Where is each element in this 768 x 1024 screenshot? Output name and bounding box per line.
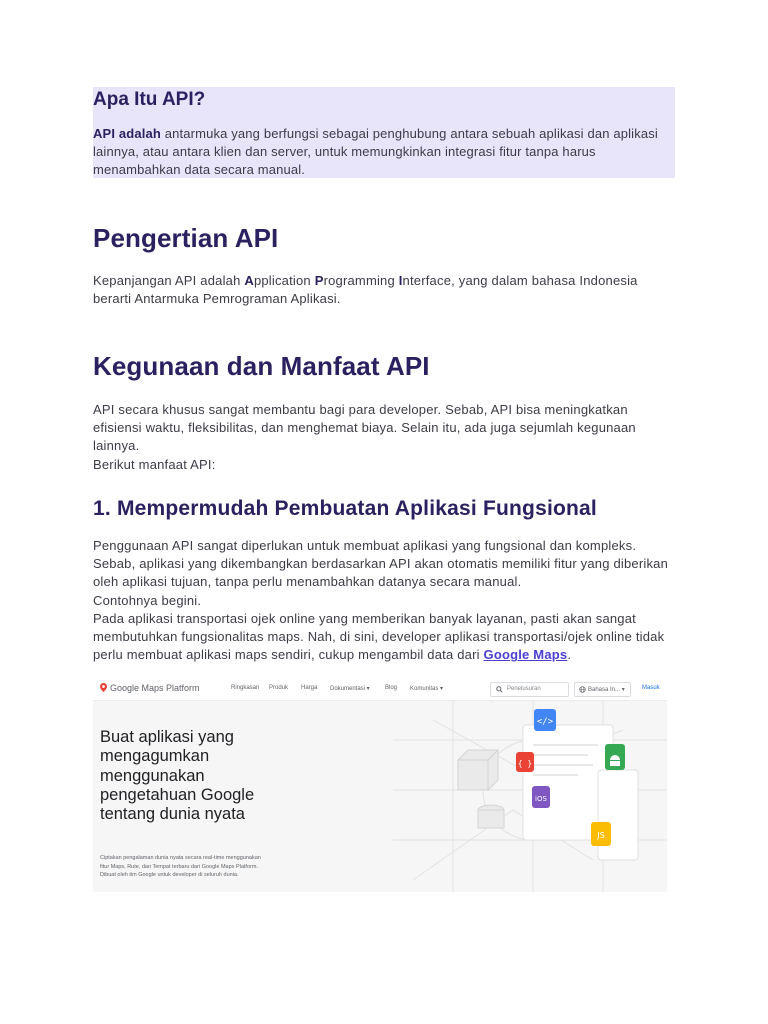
subsection-heading: 1. Mempermudah Pembuatan Aplikasi Fungsional <box>93 497 597 520</box>
screenshot-topbar <box>93 678 667 701</box>
hero-description: Ciptakan pengalaman dunia nyata secara real-time menggunakan fitur Maps, Rute, dan Tempat terbaru dari Google Maps Platform. Dibuat oleh tim Google untuk developer di seluruh dunia. <box>100 855 261 878</box>
js-tile-label: JS <box>597 831 605 840</box>
search-placeholder: Penelusuran <box>507 686 541 692</box>
callout-lead: API adalah <box>93 126 161 141</box>
nav-item[interactable]: Harga <box>301 685 318 691</box>
text-run: Kepanjangan API adalah <box>93 273 245 288</box>
language-select[interactable] <box>574 682 631 697</box>
google-maps-link[interactable]: Google Maps <box>483 647 568 663</box>
subsection-paragraph-1: Penggunaan API sangat diperlukan untuk membuat aplikasi yang fungsional dan kompleks. Sebab, aplikasi yang dikembangkan berdasarkan API akan otomatis memiliki fitur yang diberikan oleh aplikasi tujuan, tanpa perlu menambahkan datanya secara manual. <box>93 538 669 590</box>
brand-name: Google Maps Platform <box>110 683 200 693</box>
text-run: Pada aplikasi transportasi ojek online yang memberikan banyak layanan, pasti akan sangat membutuhkan fungsionalitas maps. Nah, di sini, developer aplikasi transportasi/ojek online tidak perlu membuat aplikasi maps sendiri, cukup mengambil data dari <box>93 611 665 663</box>
braces-tile-label: { } <box>517 759 533 768</box>
callout-body: antarmuka yang berfungsi sebagai penghubung antara sebuah aplikasi dan aplikasi lainnya, atau antara klien dan server, untuk memungkinkan integrasi fitur tanpa harus menambahkan data secara manual. <box>93 126 658 177</box>
globe-icon <box>579 686 586 693</box>
text-run: pplication <box>253 273 315 288</box>
nav-item[interactable]: Ringkasan <box>231 685 260 691</box>
hero-illustration <box>393 700 667 892</box>
text-run: rogramming <box>323 273 399 288</box>
section-paragraph-berikut: Berikut manfaat API: <box>93 457 216 472</box>
language-label: Bahasa In... ▾ <box>588 687 625 693</box>
google-maps-platform-screenshot <box>93 678 667 892</box>
section-paragraph-kegunaan: API secara khusus sangat membantu bagi para developer. Sebab, API bisa meningkatkan efisiensi waktu, fleksibilitas, dan menghemat biaya. Selain itu, ada juga sejumlah kegunaan lainnya. <box>93 402 636 454</box>
cube-shape <box>458 760 488 790</box>
text-run: . <box>567 647 572 663</box>
callout-title: Apa Itu API? <box>93 89 206 110</box>
subsection-paragraph-3 <box>93 610 678 665</box>
text-run: nterface, yang dalam bahasa Indonesia berarti Antarmuka Pemrograman Aplikasi. <box>93 273 638 307</box>
code-tile-label: </> <box>536 717 554 727</box>
search-input[interactable] <box>490 682 569 697</box>
nav-item[interactable]: Produk <box>269 685 289 691</box>
bold-letter: A <box>244 273 254 288</box>
section-paragraph-pengertian <box>93 272 678 308</box>
map-pin-icon <box>100 683 107 692</box>
signin-link[interactable]: Masuk <box>642 685 660 691</box>
nav-item[interactable]: Blog <box>385 685 398 691</box>
subsection-paragraph-2: Contohnya begini. <box>93 593 202 608</box>
nav-item[interactable]: Komunitas ▾ <box>410 686 444 692</box>
ios-tile-label: iOS <box>535 795 547 803</box>
definition-callout <box>93 87 675 178</box>
bold-letter: P <box>314 273 324 288</box>
section-heading-kegunaan: Kegunaan dan Manfaat API <box>93 351 430 381</box>
callout-text <box>93 125 671 179</box>
section-heading-pengertian: Pengertian API <box>93 223 279 253</box>
bold-letter: I <box>398 273 403 288</box>
hero-headline: Buat aplikasi yang mengagumkan menggunakan pengetahuan Google tentang dunia nyata <box>100 728 255 824</box>
search-icon <box>496 686 503 693</box>
brand-logo <box>100 683 200 693</box>
nav-item[interactable]: Dokumentasi ▾ <box>330 686 370 692</box>
